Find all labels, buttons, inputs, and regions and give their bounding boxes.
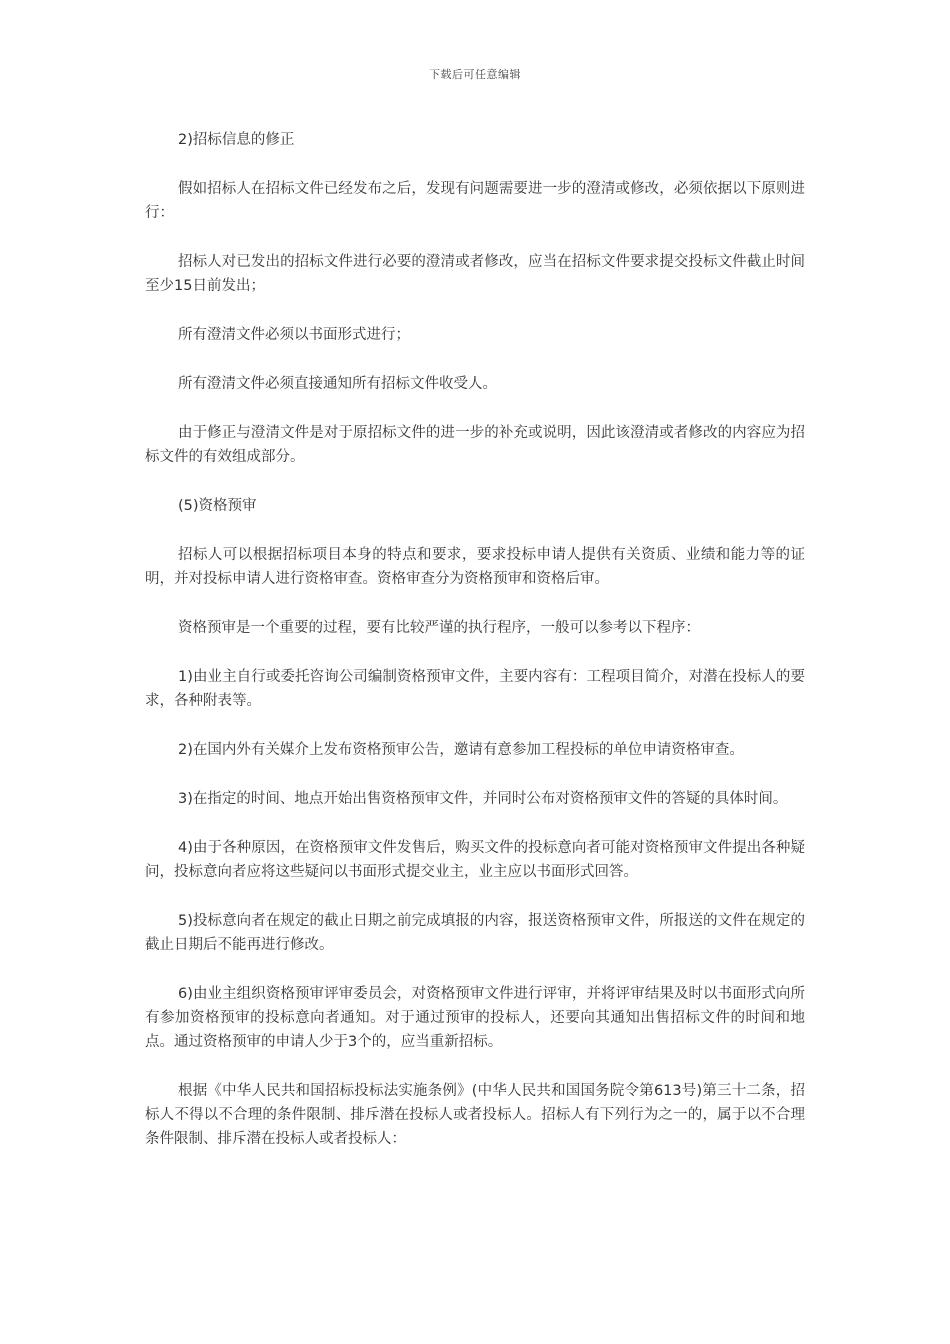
paragraph: 所有澄清文件必须直接通知所有招标文件收受人。 [178,376,497,392]
paragraph: 由于修正与澄清文件是对于原招标文件的进一步的补充或说明，因此该澄清或者修改的内容应为招标文件的有效组成部分。 [145,425,805,465]
list-item: 2)在国内外有关媒介上发布资格预审公告，邀请有意参加工程投标的单位申请资格审查。 [178,742,744,758]
paragraph: 假如招标人在招标文件已经发布之后，发现有问题需要进一步的澄清或修改，必须依据以下原则进行： [145,181,805,221]
list-item: 6)由业主组织资格预审评审委员会，对资格预审文件进行评审，并将评审结果及时以书面形式向所有参加资格预审的投标意向者通知。对于通过预审的投标人，还要向其通知出售招标文件的时间和地点。通过资格预审的申请人少于3个的，应当重新招标。 [145,986,805,1050]
list-item: 4)由于各种原因，在资格预审文件发售后，购买文件的投标意向者可能对资格预审文件提出各种疑问，投标意向者应将这些疑问以书面形式提交业主，业主应以书面形式回答。 [145,840,805,880]
section-heading-prequalification: (5)资格预审 [178,498,257,514]
paragraph: 招标人对已发出的招标文件进行必要的澄清或者修改，应当在招标文件要求提交投标文件截止时间至少15日前发出； [145,254,805,294]
section-heading-bid-info-correction: 2)招标信息的修正 [178,132,295,148]
paragraph: 招标人可以根据招标项目本身的特点和要求，要求投标申请人提供有关资质、业绩和能力等的证明，并对投标申请人进行资格审查。资格审查分为资格预审和资格后审。 [145,547,805,587]
list-item: 1)由业主自行或委托咨询公司编制资格预审文件，主要内容有：工程项目简介，对潜在投标人的要求，各种附表等。 [145,669,805,709]
paragraph: 根据《中华人民共和国招标投标法实施条例》(中华人民共和国国务院令第613号)第三十二条，招标人不得以不合理的条件限制、排斥潜在投标人或者投标人。招标人有下列行为之一的，属于以不合理条件限制、排斥潜在投标人或者投标人： [145,1083,805,1147]
paragraph: 资格预审是一个重要的过程，要有比较严谨的执行程序，一般可以参考以下程序： [178,620,700,636]
document-body [145,128,805,1176]
list-item: 5)投标意向者在规定的截止日期之前完成填报的内容，报送资格预审文件，所报送的文件在规定的截止日期后不能再进行修改。 [145,913,805,953]
page-header-note: 下载后可任意编辑 [429,68,521,81]
paragraph: 所有澄清文件必须以书面形式进行； [178,327,410,343]
list-item: 3)在指定的时间、地点开始出售资格预审文件，并同时公布对资格预审文件的答疑的具体时间。 [178,791,788,807]
